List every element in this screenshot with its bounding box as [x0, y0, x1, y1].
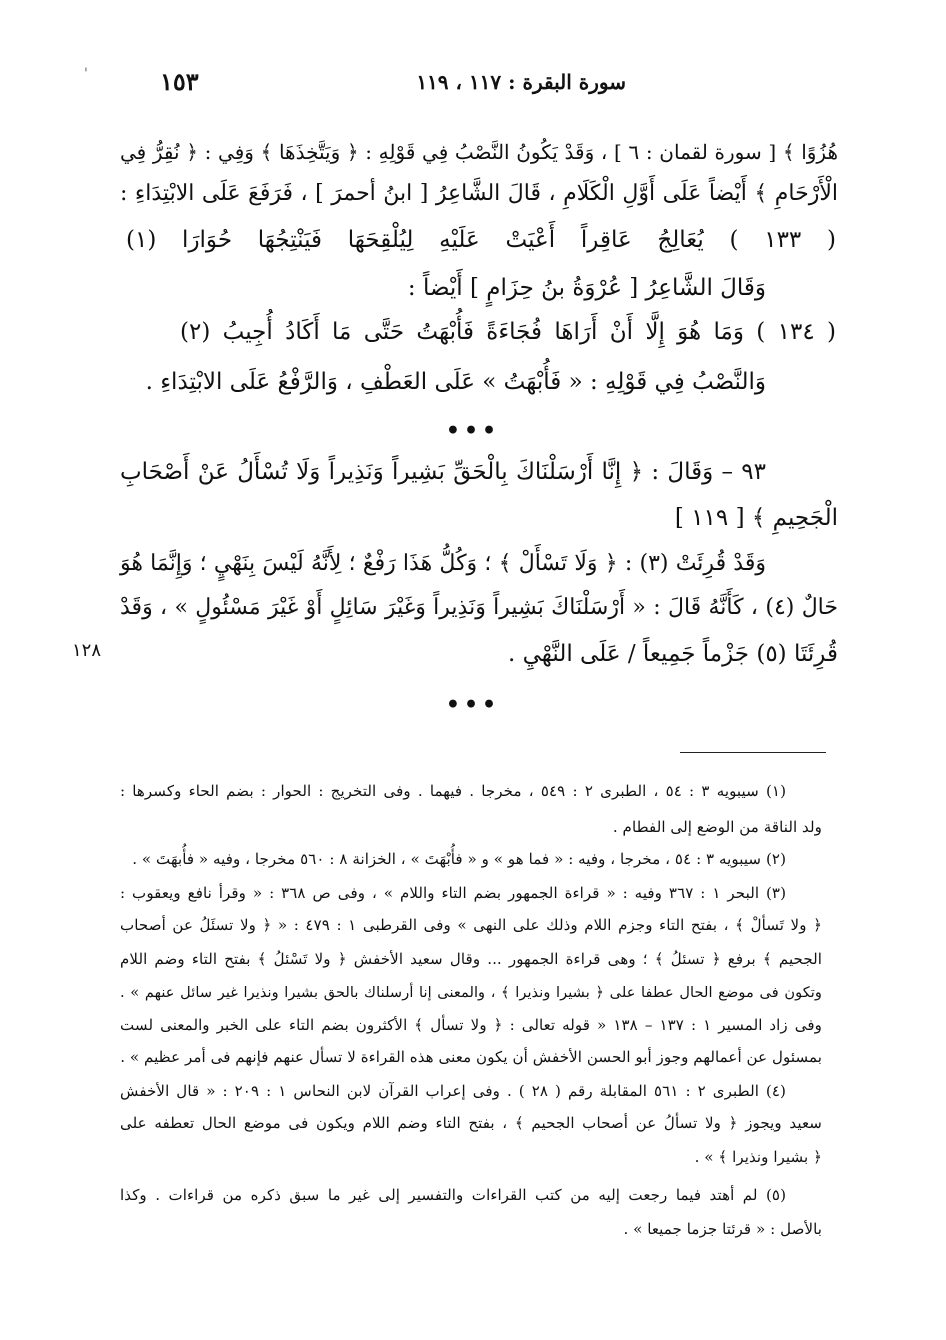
verse-93-line-1: ٩٣ – وَقَالَ : ﴿ إِنَّا أَرْسَلْنَاكَ بِالْحَقِّ بَشِيراً وَنَذِيراً وَلَا تُسْأَلُ عَنْ أَصْحَابِ: [120, 459, 766, 485]
poem-verse-133: ( ١٣٣ ) يُعَالِجُ عَاقِراً أَعْيَتْ عَلَيْهِ لِيُلْقِحَهَا فَيَنْتِجُهَا حُوَارَا (١): [126, 227, 836, 253]
footnote-3-line-6: بمسئول عن أعمالهم وجوز أبو الحسن الأخفش أن يكون معنى هذه القراءة لا تسأل عنهم فإنهم فى أمر عظيم » .: [120, 1048, 822, 1066]
footnote-3-line-2: ﴿ ولا تَسألْ ﴾ ، بفتح التاء وجزم اللام وذلك على النهى » وفى القرطبى ١ : ٤٧٩ : « ﴿ ولا تسئَلُ عن أصحاب: [120, 916, 822, 934]
footnote-4-line-2: سعيد ويجوز ﴿ ولا تسألُ عن أصحاب الجحيم ﴾ ، بفتح التاء وضم اللام ويكون فى موضع الحال تعطفه على: [120, 1114, 822, 1132]
corner-mark: ': [84, 66, 88, 82]
footnote-4-line-1: (٤) الطبرى ٢ : ٥٦١ المقابلة رقم ( ٢٨ ) . وفى إعراب القرآن لابن النحاس ١ : ٢٠٩ : « قال الأخفش: [120, 1082, 786, 1100]
footnote-3-line-3: الجحيم ﴾ برفع ﴿ تسئلُ ﴾ ؛ وهى قراءة الجمهور ... وقال سعيد الأخفش ﴿ ولا تَسْئلُ ﴾ بفتح التاء وضم اللام: [120, 950, 822, 968]
footnote-1-line-2: ولد الناقة من الوضع إلى الفطام .: [612, 818, 822, 836]
body-line-10: حَالٌ (٤) ، كَأَنَّهُ قَالَ : « أَرْسَلْنَاكَ بَشِيراً وَنَذِيراً وَغَيْرَ سَائِلٍ أَوْ غَيْرَ مَسْئُولٍ » ، وَقَدْ: [120, 595, 838, 620]
poem-verse-134: ( ١٣٤ ) وَمَا هُوَ إِلَّا أَنْ أَرَاهَا فُجَاءَةً فَأُبْهَتُ حَتَّى مَا أَكَادُ أُجِيبُ (٢): [180, 319, 836, 345]
body-line-2: الْأَرْحَامِ ﴾ أَيْضاً عَلَى أَوَّلِ الْكَلَامِ ، قَالَ الشَّاعِرُ [ ابنُ أحمرَ ] ، فَرَفَعَ عَلَى الابْتِدَاءِ :: [120, 181, 838, 206]
section-separator-2: •••: [445, 692, 501, 718]
footnote-2: (٢) سيبويه ٣ : ٥٤ ، مخرجا ، وفيه : « فما هو » و « فأُبْهَتَ » ، الخزانة ٨ : ٥٦٠ مخرجا ، وفيه « فأُبهَتَ » .: [132, 850, 786, 868]
body-line-11: قُرِئَتَا (٥) جَزْماً جَمِيعاً / عَلَى النَّهْيِ .: [508, 641, 838, 667]
body-line-6: وَالنَّصْبُ فِي قَوْلِهِ : « فَأُبْهَتُ » عَلَى العَطْفِ ، وَالرَّفْعُ عَلَى الابْتِدَاءِ .: [145, 369, 766, 395]
margin-page-number: ١٢٨: [72, 640, 102, 661]
footnote-5-line-1: (٥) لم أهتد فيما رجعت إليه من كتب القراءات والتفسير إلى غير ما سبق ذكره من قراءات . وكذا: [120, 1186, 786, 1204]
body-line-4: وَقَالَ الشَّاعِرُ [ عُرْوَةُ بنُ حِزَامٍ ] أَيْضاً :: [407, 275, 766, 301]
footnote-3-line-4: وتكون فى موضع الحال عطفا على ﴿ بشيرا ونذيرا ﴾ ، والمعنى إنا أرسلناك بالحق بشيرا ونذيرا غير سائل عنهم » .: [120, 984, 822, 1001]
footnote-4-line-3: ﴿ بشيرا ونذيرا ﴾ » .: [694, 1148, 822, 1166]
footnote-rule: [680, 752, 826, 753]
section-separator: •••: [445, 418, 501, 444]
page-number: ١٥٣: [160, 67, 199, 96]
verse-93-line-2: الْجَحِيمِ ﴾ [ ١١٩ ]: [674, 505, 838, 531]
footnote-3-line-1: (٣) البحر ١ : ٣٦٧ وفيه : « قراءة الجمهور بضم التاء واللام » ، وفى ص ٣٦٨ : « وقرأ نافع ويعقوب :: [120, 884, 786, 902]
running-header-title: سورة البقرة : ١١٧ ، ١١٩: [416, 70, 626, 94]
body-line-9: وَقَدْ قُرِئَتْ (٣) : ﴿ وَلَا تَسْأَلْ ﴾ ؛ وَكُلُّ هَذَا رَفْعٌ ؛ لِأَنَّهُ لَيْسَ بِنَهْيٍ ؛ وَإِنَّمَا هُوَ: [120, 551, 766, 576]
body-line-1: هُزُوًا ﴾ [ سورة لقمان : ٦ ] ، وَقَدْ يَكُونُ النَّصْبُ فِي قَوْلِهِ : ﴿ وَيَتَّخِذَهَا ﴾ وَفِي : ﴿ نُقِرُّ فِي: [120, 140, 839, 164]
footnote-3-line-5: وفى زاد المسير ١ : ١٣٧ – ١٣٨ « قوله تعالى : ﴿ ولا تسأل ﴾ الأكثرون بضم التاء على الخبر والمعنى لست: [120, 1016, 822, 1034]
footnote-5-line-2: بالأصل : « قرئتا جزما جميعا » .: [623, 1220, 822, 1238]
footnote-1-line-1: (١) سيبويه ٣ : ٥٤ ، الطبرى ٢ : ٥٤٩ ، مخرجا . فيهما . وفى التخريج : الحوار : بضم الحاء وكسرها :: [120, 782, 787, 800]
